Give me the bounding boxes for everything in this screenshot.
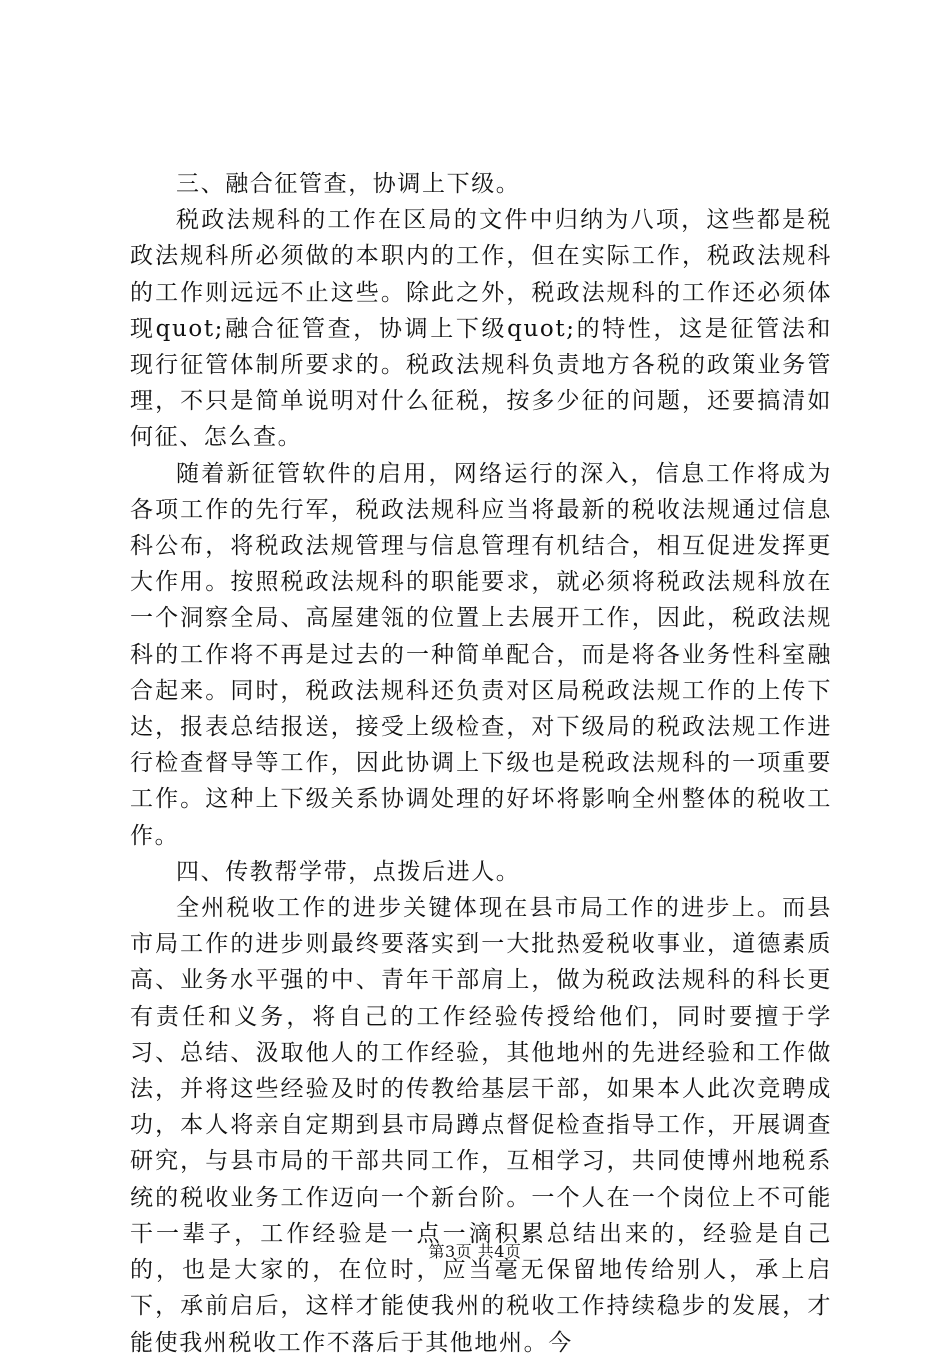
document-body [130,166,832,1361]
paragraph: 全州税收工作的进步关键体现在县市局工作的进步上。而县市局工作的进步则最终要落实到一大批热爱税收事业，道德素质高、业务水平强的中、青年干部肩上，做为税政法规科的科长更有责任和义务，将自己的工作经验传授给他们，同时要擅于学习、总结、汲取他人的工作经验，其他地州的先进经验和工作做法，并将这些经验及时的传教给基层干部，如果本人此次竞聘成功，本人将亲自定期到县市局蹲点督促检查指导工作，开展调查研究，与县市局的干部共同工作，互相学习，共同使博州地税系统的税收业务工作迈向一个新台阶。一个人在一个岗位上不可能干一辈子，工作经验是一点一滴积累总结出来的，经验是自己的，也是大家的，在位时，应当毫无保留地传给别人，承上启下，承前启后，这样才能使我州的税收工作持续稳步的发展，才能使我州税收工作不落后于其他地州。今 [130,895,832,1356]
page-footer: 第3页 共4页 [428,1242,522,1261]
paragraph: 税政法规科的工作在区局的文件中归纳为八项，这些都是税政法规科所必须做的本职内的工作，但在实际工作，税政法规科的工作则远远不止这些。除此之外，税政法规科的工作还必须体现quot;融合征管查，协调上下级quot;的特性，这是征管法和现行征管体制所要求的。税政法规科负责地方各税的政策业务管理，不只是简单说明对什么征税，按多少征的问题，还要搞清如何征、怎么查。 [130,207,832,451]
section-heading-4: 四、传教帮学带，点拨后进人。 [176,858,521,885]
paragraph: 随着新征管软件的启用，网络运行的深入，信息工作将成为各项工作的先行军，税政法规科应当将最新的税收法规通过信息科公布，将税政法规管理与信息管理有机结合，相互促进发挥更大作用。按照税政法规科的职能要求，就必须将税政法规科放在一个洞察全局、高屋建瓴的位置上去展开工作，因此，税政法规科的工作将不再是过去的一种简单配合，而是将各业务性科室融合起来。同时，税政法规科还负责对区局税政法规工作的上传下达，报表总结报送，接受上级检查，对下级局的税政法规工作进行检查督导等工作，因此协调上下级也是税政法规科的一项重要工作。这种上下级关系协调处理的好坏将影响全州整体的税收工作。 [130,460,832,849]
section-heading-3: 三、融合征管查，协调上下级。 [176,171,521,197]
